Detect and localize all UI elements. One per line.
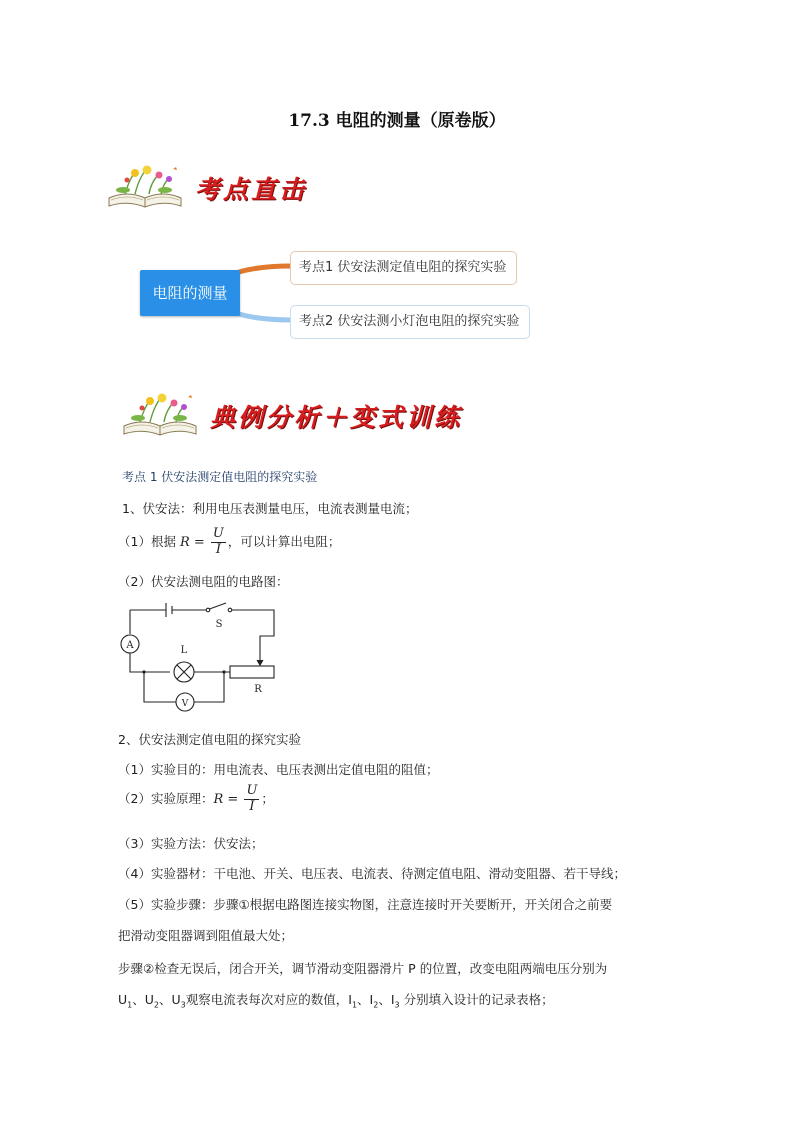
line-7: （3）实验方法：伏安法；	[118, 836, 264, 851]
u-separator-2: 、U	[159, 992, 181, 1007]
line-6-formula	[118, 784, 274, 815]
line-4: 2、伏安法测定值电阻的探究实验	[118, 732, 301, 747]
i-separator-2: 、I	[378, 992, 395, 1007]
lamp-label: L	[180, 645, 188, 656]
banner-title: 考点直击	[195, 175, 308, 204]
u-subscript-3: 3	[180, 1000, 186, 1010]
line-5: （1）实验目的：用电流表、电压表测出定值电阻的阻值；	[118, 762, 439, 777]
open-book-with-flowers-icon	[120, 392, 200, 438]
open-book-with-flowers-icon	[105, 164, 185, 210]
mindmap-root: 电阻的测量	[140, 270, 240, 316]
line-2-prefix: （1）根据	[118, 533, 180, 549]
u-subscript-2: 2	[153, 1000, 159, 1010]
line-12-suffix: 分别填入设计的记录表格；	[399, 992, 554, 1007]
line-3: （2）伏安法测电阻的电路图：	[118, 574, 289, 589]
mindmap-node-2: 考点2 伏安法测小灯泡电阻的探究实验	[290, 305, 530, 339]
i-subscript-1: 1	[351, 1000, 358, 1010]
fraction-U-over-I	[211, 527, 226, 558]
rheostat-icon	[230, 666, 274, 678]
battery-icon	[166, 603, 172, 617]
page-title: 17.3 电阻的测量（原卷版）	[288, 111, 506, 131]
line-9: （5）实验步骤：步骤①根据电路图连接实物图，注意连接时开关要断开，开关闭合之前要	[118, 897, 613, 912]
formula-R: R	[179, 534, 190, 550]
circuit-diagram	[118, 600, 288, 712]
fraction-U-over-I	[244, 784, 259, 815]
banner-kaodian	[105, 164, 335, 210]
line-6-suffix: ；	[261, 790, 274, 806]
line-12	[118, 990, 554, 1010]
line-10: 把滑动变阻器调到阻值最大处；	[118, 928, 294, 943]
numerator: U	[246, 783, 258, 798]
rheostat-label: R	[254, 684, 262, 695]
denominator: I	[249, 798, 255, 814]
line-6-prefix: （2）实验原理：	[118, 790, 214, 806]
line-1: 1、伏安法：利用电压表测量电压，电流表测量电流；	[122, 501, 418, 516]
formula-eq: =	[189, 534, 209, 550]
numerator: U	[212, 526, 224, 541]
denominator: I	[215, 541, 221, 557]
line-8: （4）实验器材：干电池、开关、电压表、电流表、待测定值电阻、滑动变阻器、若干导线；	[118, 866, 626, 881]
line-12-middle: 观察电流表每次对应的数值，I	[185, 992, 352, 1007]
line-11: 步骤②检查无误后，闭合开关，调节滑动变阻器滑片 P 的位置，改变电阻两端电压分别为	[118, 961, 608, 976]
banner-title: 典例分析＋变式训练	[210, 403, 463, 432]
mindmap-node-1: 考点1 伏安法测定值电阻的探究实验	[290, 251, 517, 285]
section-heading: 考点 1 伏安法测定值电阻的探究实验	[122, 470, 318, 484]
u-subscript-1: 1	[127, 1000, 133, 1010]
switch-label: S	[215, 619, 223, 630]
u-separator-1: 、U	[132, 992, 154, 1007]
i-separator-1: 、I	[357, 992, 374, 1007]
formula-R: R	[213, 791, 224, 807]
i-subscript-2: 2	[373, 1000, 379, 1010]
i-subscript-3: 3	[394, 1000, 400, 1010]
line-2-formula	[118, 527, 340, 558]
banner-dianli	[120, 392, 480, 438]
u-symbol: U	[118, 992, 128, 1007]
ammeter-label: A	[126, 640, 134, 651]
voltmeter-label: V	[181, 699, 189, 709]
switch-icon	[210, 603, 227, 609]
formula-eq: =	[223, 791, 243, 807]
line-2-suffix: ，可以计算出电阻；	[227, 533, 341, 549]
